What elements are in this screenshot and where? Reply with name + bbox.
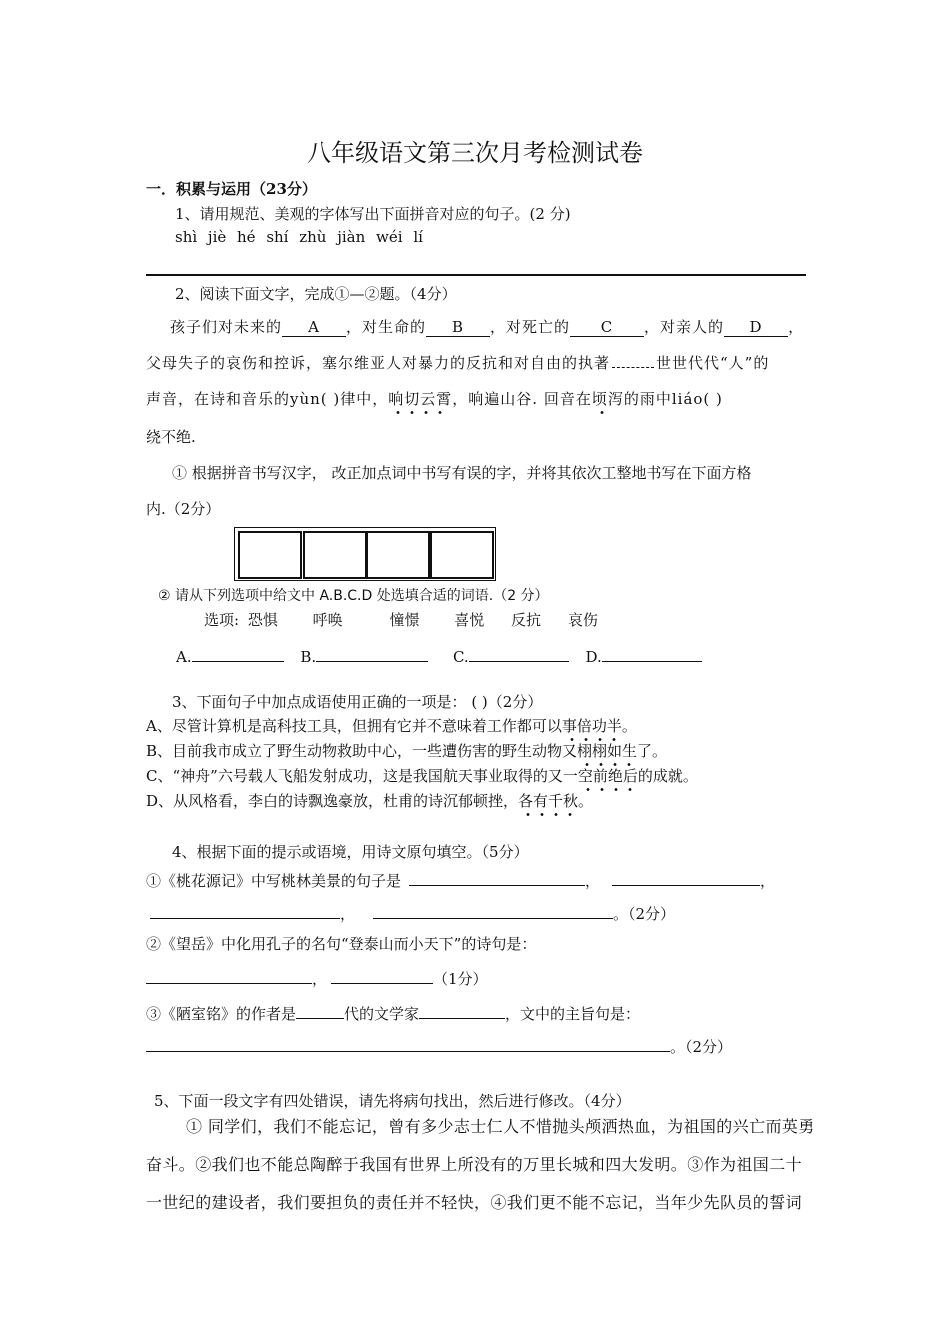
writing-grid	[234, 527, 496, 581]
blank-d[interactable]: D	[724, 318, 788, 337]
q4-line-4: ， （1分）	[146, 965, 488, 989]
page-title: 八年级语文第三次月考检测试卷	[307, 139, 643, 167]
answer-d[interactable]	[602, 643, 702, 662]
grid-cell[interactable]	[238, 531, 302, 579]
q4-line-6: 。（2分）	[146, 1033, 732, 1057]
passage-line-3: 声音，在诗和音乐的yùn( )律中，响切云霄，响遍山谷. 回音在顷泻的雨中liáo( )	[146, 390, 723, 408]
option: 反抗	[511, 611, 542, 629]
passage-line-2: 父母失子的哀伤和控诉，塞尔维亚人对暴力的反抗和对自由的执著 世世代代“人”的	[146, 354, 770, 372]
sub-question-1: ① 根据拼音书写汉字， 改正加点词中书写有误的字，并将其依次工整地书写在下面方格	[172, 464, 752, 482]
option: 恐惧	[247, 611, 278, 629]
answer-row: A. B. C. D.	[176, 643, 702, 666]
choice-a[interactable]: A、尽管计算机是高科技工具，但拥有它并不意味着工作都可以事倍功半。	[146, 717, 637, 735]
section-heading: 一．积累与运用（23分）	[146, 180, 317, 198]
choice-c[interactable]: C、“神舟”六号载人飞船发射成功，这是我国航天事业取得的又一空前绝后的成就。	[146, 767, 698, 785]
option: 哀伤	[567, 611, 598, 629]
answer-a[interactable]	[192, 643, 284, 662]
answer-c[interactable]	[469, 643, 569, 662]
choice-b[interactable]: B、目前我市成立了野生动物救助中心，一些遭伤害的野生动物又栩栩如生了。	[146, 742, 668, 760]
q4-line-1: ①《桃花源记》中写桃林美景的句子是 ， ，	[146, 867, 775, 891]
option: 憧憬	[389, 611, 420, 629]
question-4: 4、根据下面的提示或语境，用诗文原句填空。（5分）	[172, 843, 529, 861]
passage-line-1: 孩子们对未来的 A ，对生命的 B ，对死亡的 C ，对亲人的 D ，	[170, 318, 805, 336]
options-row: 选项: 恐惧 呼唤 憧憬 喜悦 反抗 哀伤	[204, 611, 598, 629]
question-5: 5、下面一段文字有四处错误，请先将病句找出，然后进行修改。（4分）	[154, 1092, 631, 1110]
blank-a[interactable]: A	[282, 318, 346, 337]
grid-cell[interactable]	[366, 531, 430, 579]
q4-line-3: ②《望岳》中化用孔子的名句“登泰山而小天下”的诗句是：	[146, 935, 537, 953]
q5-para-line-1: ① 同学们，我们不能忘记，曾有多少志士仁人不惜抛头颅洒热血，为祖国的兴亡而英勇	[186, 1117, 815, 1136]
question-1: 1、请用规范、美观的字体写出下面拼音对应的句子。(2 分)	[175, 205, 571, 223]
q5-para-line-2: 奋斗。②我们也不能总陶醉于我国有世界上所没有的万里长城和四大发明。③作为祖国二十	[146, 1155, 803, 1174]
blank-c[interactable]: C	[570, 318, 644, 337]
option: 喜悦	[454, 611, 485, 629]
question-3: 3、下面句子中加点成语使用正确的一项是： ( )（2分）	[172, 693, 543, 711]
q5-para-line-3: 一世纪的建设者，我们要担负的责任并不轻快，④我们更不能不忘记，当年少先队员的誓词	[146, 1193, 803, 1212]
q4-line-5: ③《陋室铭》的作者是 代的文学家 ，文中的主旨句是：	[146, 1000, 640, 1024]
answer-b[interactable]	[316, 643, 428, 662]
question-2: 2、阅读下面文字，完成①—②题。（4分）	[175, 285, 457, 303]
grid-cell[interactable]	[303, 531, 367, 579]
grid-cell[interactable]	[430, 531, 494, 579]
option: 呼唤	[312, 611, 343, 629]
passage-line-4: 绕不绝.	[146, 428, 196, 446]
q4-line-2: ， 。（2分）	[146, 900, 675, 924]
answer-line[interactable]	[146, 274, 806, 276]
sub-question-2: ② 请从下列选项中给文中 A.B.C.D 处选填合适的词语.（2 分）	[158, 588, 549, 604]
pinyin-line: shì jiè hé shí zhù jiàn wéi lí	[175, 228, 423, 246]
blank-b[interactable]: B	[426, 318, 490, 337]
choice-d[interactable]: D、从风格看，李白的诗飘逸豪放，杜甫的诗沉郁顿挫，各有千秋。	[146, 792, 594, 810]
sub-question-1-cont: 内.（2分）	[146, 500, 221, 518]
